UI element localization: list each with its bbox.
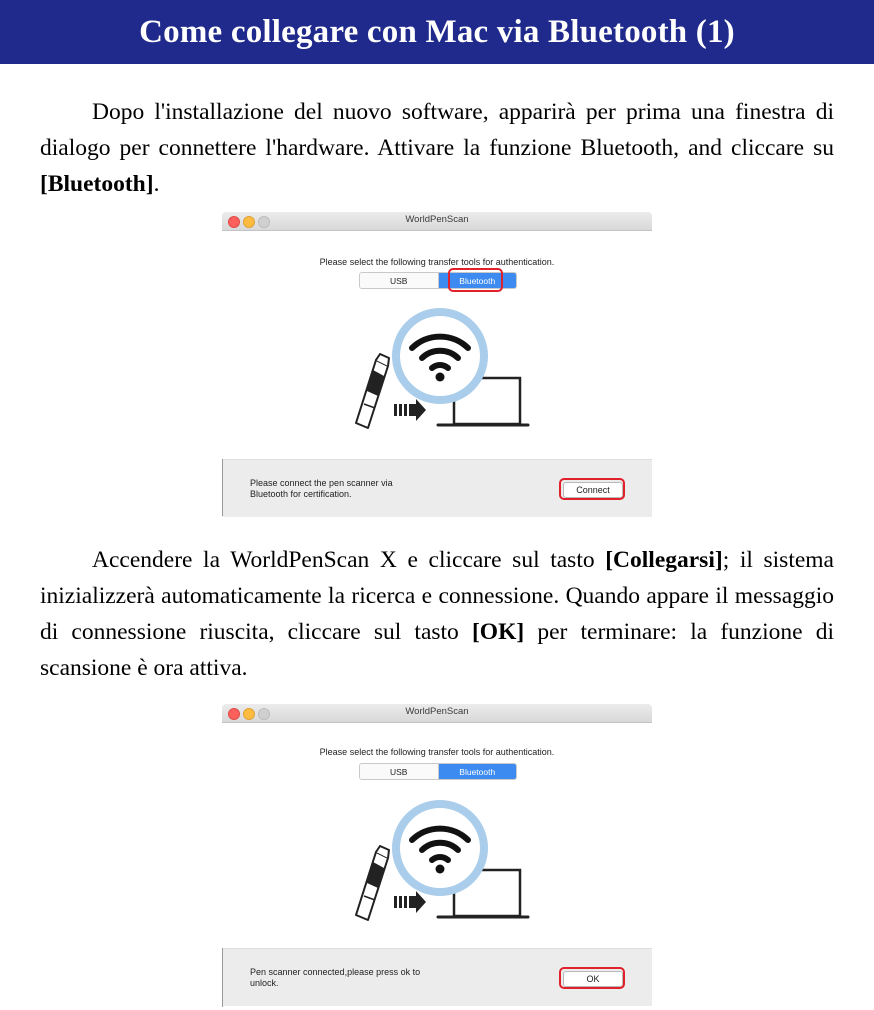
tab-bluetooth[interactable]: Bluetooth — [439, 273, 517, 288]
bluetooth-keyword: [Bluetooth] — [40, 171, 154, 197]
paragraph-2-text-a: Accendere la WorldPenScan X e cliccare sul tasto — [92, 547, 606, 573]
window-title: WorldPenScan — [405, 214, 469, 225]
dialog-window-1 — [222, 212, 652, 516]
paragraph-1-text: Dopo l'installazione del nuovo software, apparirà per prima una finestra di dialogo per connettere l'hardware. Attivare la funzione Bluetooth, and cliccare su — [40, 99, 834, 161]
pen-scanner-icon — [356, 354, 389, 428]
connect-highlight-box — [559, 478, 625, 500]
window-edge — [222, 459, 223, 516]
paragraph-1-end: . — [153, 171, 160, 197]
transfer-prompt: Please select the following transfer tools for authentication. — [319, 257, 555, 267]
connect-button[interactable]: Connect — [563, 482, 623, 498]
wifi-icon — [396, 312, 484, 400]
paragraph-1 — [40, 94, 834, 202]
paragraph-2 — [40, 542, 834, 686]
pen-scanner-icon — [356, 846, 389, 920]
window-titlebar — [222, 212, 652, 231]
ok-button[interactable]: OK — [563, 971, 623, 987]
bluetooth-highlight-box — [448, 268, 503, 292]
pen-to-laptop-illustration — [342, 788, 542, 928]
pen-to-laptop-illustration — [342, 296, 542, 436]
footer-message: Please connect the pen scanner via Bluetooth for certification. — [250, 478, 393, 499]
window-titlebar — [222, 704, 652, 723]
dialog-footer — [222, 948, 652, 1006]
transfer-arrow-icon — [394, 891, 426, 913]
footer-message: Pen scanner connected,please press ok to unlock. — [250, 967, 421, 988]
transfer-prompt: Please select the following transfer tools for authentication. — [319, 747, 555, 757]
dialog-window-2 — [222, 704, 652, 1007]
ok-keyword: [OK] — [471, 619, 525, 645]
tab-usb[interactable]: USB — [360, 273, 439, 288]
title-banner — [0, 0, 874, 64]
page-title: Come collegare con Mac via Bluetooth (1) — [139, 13, 735, 50]
window-edge — [222, 948, 223, 1007]
transfer-segmented-control — [359, 763, 517, 780]
ok-highlight-box — [559, 967, 625, 989]
collegarsi-keyword: [Collegarsi] — [605, 547, 723, 573]
transfer-arrow-icon — [394, 399, 426, 421]
paragraph-2-text-b: ; il sistema inizializzerà automaticamente la ricerca e connessione. Quando appare il messaggio di connessione riuscita, cliccare sul tasto — [40, 547, 834, 645]
paragraph-2-text-c: per terminare: la funzione di scansione è ora attiva. — [40, 619, 834, 681]
dialog-footer — [222, 459, 652, 517]
window-title: WorldPenScan — [405, 706, 469, 717]
tab-bluetooth[interactable]: Bluetooth — [439, 764, 517, 779]
tab-usb[interactable]: USB — [360, 764, 439, 779]
wifi-icon — [396, 804, 484, 892]
